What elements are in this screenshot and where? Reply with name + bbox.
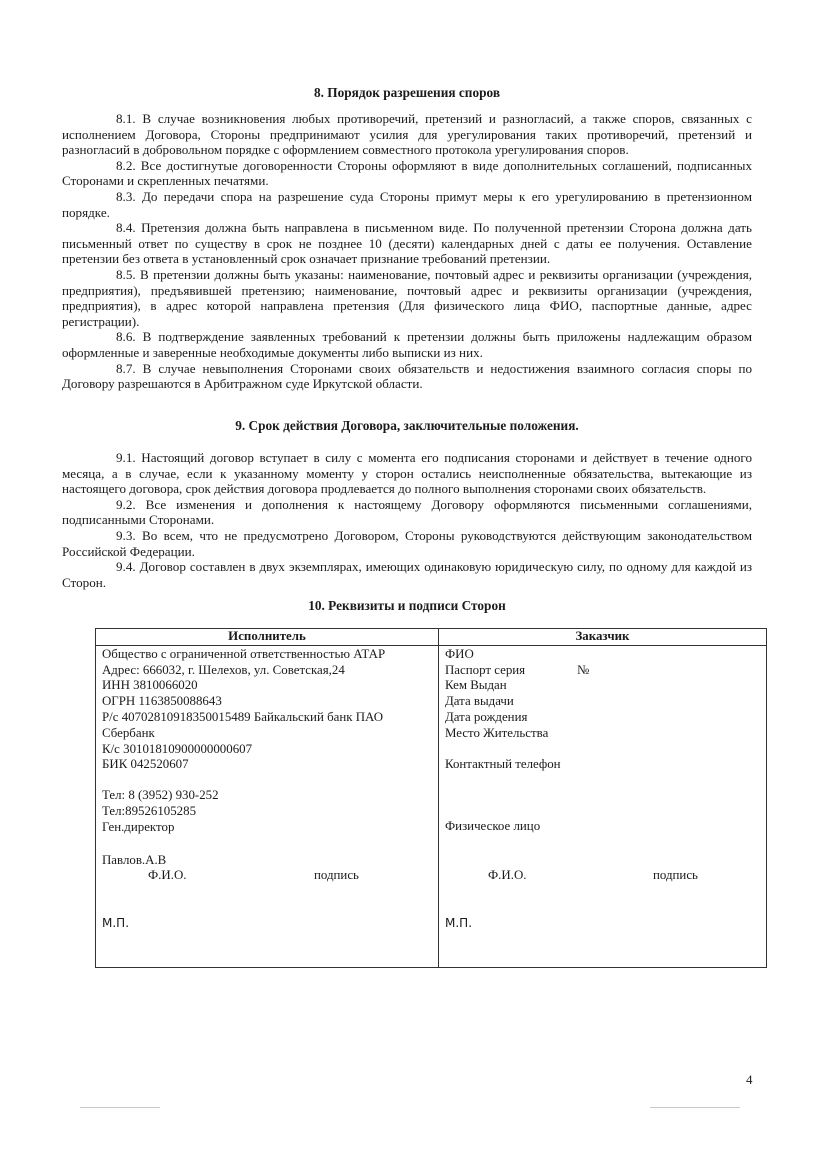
clause-8-3: 8.3. До передачи спора на разрешение суда Стороны примут меры к его урегулированию в претензионном порядке. bbox=[62, 188, 752, 220]
customer-issued-by: Кем Выдан bbox=[445, 678, 507, 693]
customer-residence: Место Жительства bbox=[445, 725, 549, 740]
customer-signature-line bbox=[445, 868, 760, 884]
contractor-name: Общество с ограниченной ответственностью АТАР bbox=[102, 646, 386, 661]
contractor-account: Р/с 40702810918350015489 Байкальский банк ПАО bbox=[102, 709, 384, 724]
section-9-body bbox=[62, 450, 752, 590]
contractor-fio-label: Ф.И.О. bbox=[148, 868, 187, 883]
contractor-stamp: М.П. bbox=[102, 916, 130, 931]
scan-artifact-line bbox=[80, 1107, 160, 1108]
contractor-address: Адрес: 666032, г. Шелехов, ул. Советская,24 bbox=[102, 662, 345, 677]
contractor-phone-1: Тел: 8 (3952) 930-252 bbox=[102, 788, 219, 803]
spacer bbox=[102, 836, 432, 853]
spacer bbox=[102, 884, 432, 916]
contractor-bik: БИК 042520607 bbox=[102, 757, 189, 772]
customer-stamp: М.П. bbox=[445, 916, 473, 931]
clause-9-2: 9.2. Все изменения и дополнения к настоящему Договору оформляются письменными соглашениями, подписанными Сторонами. bbox=[62, 496, 752, 528]
contractor-header: Исполнитель bbox=[96, 629, 439, 646]
spacer bbox=[445, 742, 760, 757]
customer-issue-date: Дата выдачи bbox=[445, 694, 514, 709]
clause-8-7: 8.7. В случае невыполнения Сторонами своих обязательств и недостижения взаимного согласия споры по Договору разрешаются в Арбитражном суде Иркутской области. bbox=[62, 360, 752, 392]
customer-header: Заказчик bbox=[439, 629, 767, 646]
customer-birth-date: Дата рождения bbox=[445, 709, 528, 724]
contractor-signer: Павлов.А.В bbox=[102, 852, 167, 867]
contractor-corr-account: К/с 30101810900000000607 bbox=[102, 741, 253, 756]
contractor-bank: Сбербанк bbox=[102, 725, 155, 740]
customer-phone: Контактный телефон bbox=[445, 756, 561, 771]
contractor-position: Ген.директор bbox=[102, 819, 175, 834]
customer-sign-label: подпись bbox=[653, 868, 698, 883]
clause-8-5: 8.5. В претензии должны быть указаны: наименование, почтовый адрес и реквизиты организации (учреждения, предприятия), предъявившей претензию; наименование, почтовый адрес и реквизиты организации (учреждения, предприятия), в адрес которой направлена претензия (Для физического лица ФИО, паспортные данные, адрес регистрации). bbox=[62, 266, 752, 329]
clause-8-4: 8.4. Претензия должна быть направлена в письменном виде. По полученной претензии Сторона должна дать письменный ответ по существу в срок не позднее 10 (десяти) календарных дней с даты ее получения. Оставление претензии без ответа в установленный срок означает признание требований претензии. bbox=[62, 220, 752, 267]
customer-passport-line bbox=[445, 663, 760, 679]
section-8-title: 8. Порядок разрешения споров bbox=[314, 85, 500, 100]
contractor-ogrn: ОГРН 1163850088643 bbox=[102, 694, 222, 709]
customer-details bbox=[439, 645, 767, 967]
requisites-table bbox=[95, 628, 767, 968]
customer-fio: ФИО bbox=[445, 646, 474, 661]
contractor-inn: ИНН 3810066020 bbox=[102, 678, 198, 693]
section-8-body bbox=[62, 111, 752, 392]
contractor-signature-line bbox=[102, 868, 432, 884]
clause-8-2: 8.2. Все достигнутые договоренности Стороны оформляют в виде дополнительных соглашений, подписанных Сторонами и скрепленных печатями. bbox=[62, 157, 752, 189]
customer-passport-no: № bbox=[577, 662, 590, 677]
clause-9-1: 9.1. Настоящий договор вступает в силу с момента его подписания сторонами и действует в течение одного месяца, а в случае, если к указанному моменту у сторон остались неисполненные обязательства, вытекающие из настоящего договора, срок действия договора продлевается до полного выполнения сторонами своих обязательств. bbox=[62, 450, 752, 497]
spacer bbox=[445, 884, 760, 916]
contractor-phone-2: Тел:89526105285 bbox=[102, 803, 197, 818]
customer-passport: Паспорт серия bbox=[445, 662, 526, 677]
section-10-title: 10. Реквизиты и подписи Сторон bbox=[308, 598, 506, 613]
customer-person-type: Физическое лицо bbox=[445, 819, 541, 834]
clause-9-3: 9.3. Во всем, что не предусмотрено Договором, Стороны руководствуются действующим законодательством Российской Федерации. bbox=[62, 527, 752, 559]
contractor-sign-label: подпись bbox=[314, 868, 359, 883]
section-9-title: 9. Срок действия Договора, заключительные положения. bbox=[235, 418, 579, 433]
spacer bbox=[102, 773, 432, 788]
page-number: 4 bbox=[746, 1072, 753, 1087]
spacer bbox=[445, 835, 760, 868]
clause-9-4: 9.4. Договор составлен в двух экземплярах, имеющих одинаковую юридическую силу, по одному для каждой из Сторон. bbox=[62, 559, 752, 590]
clause-8-6: 8.6. В подтверждение заявленных требований к претензии должны быть приложены надлежащим образом оформленные и заверенные необходимые документы либо выписки из них. bbox=[62, 329, 752, 360]
scan-artifact-line bbox=[650, 1107, 740, 1108]
spacer bbox=[445, 772, 760, 819]
contractor-details bbox=[96, 645, 439, 967]
customer-fio-label: Ф.И.О. bbox=[488, 868, 527, 883]
clause-8-1: 8.1. В случае возникновения любых противоречий, претензий и разногласий, а также споров, связанных с исполнением Договора, Стороны предпринимают усилия для урегулирования таких противоречий, претензий и разногласий в добровольном порядке с оформлением совместного протокола урегулирования споров. bbox=[62, 111, 752, 158]
